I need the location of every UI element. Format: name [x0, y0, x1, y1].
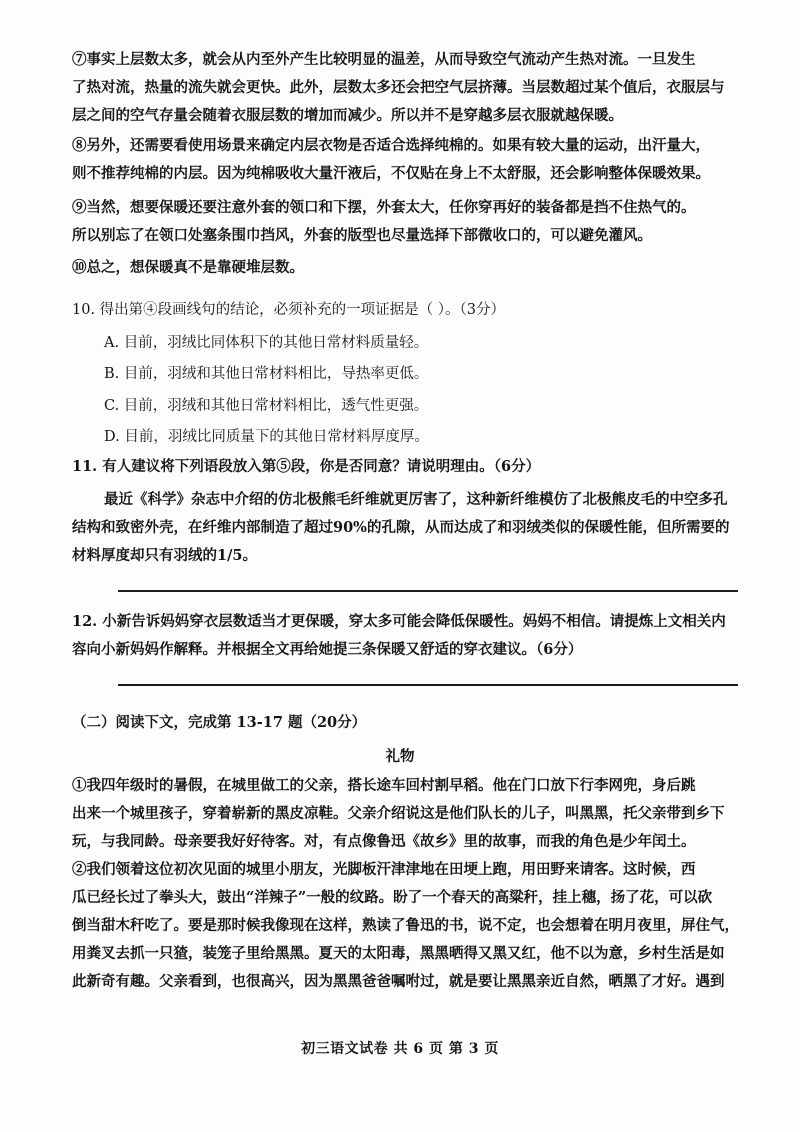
text-line: ⑦事实上层数太多，就会从内至外产生比较明显的温差，从而导致空气流动产生热对流。一旦发生 — [72, 51, 696, 68]
question-10-stem: 10. 得出第④段画线句的结论，必须补充的一项证据是（ ）。（3分） — [72, 302, 506, 318]
text-line: 则不推荐纯棉的内层。因为纯棉吸收大量汗液后，不仅贴在身上不太舒服，还会影响整体保暖效果。 — [72, 165, 710, 182]
text-line: 层之间的空气存量会随着衣服层数的增加而减少。所以并不是穿越多层衣服就越保暖。 — [72, 107, 623, 124]
question-10-option-c: C. 目前，羽绒和其他日常材料相比，透气性更强。 — [104, 398, 429, 414]
question-11-quote — [72, 486, 744, 570]
text-line: 瓜已经长过了拳头大，鼓出“洋辣子”一般的纹路。盼了一个春天的高粱秆，挂上穗，扬了花，可以砍 — [72, 889, 713, 906]
text-line: 容向小新妈妈作解释。并根据全文再给她提三条保暖又舒适的穿衣建议。（6分） — [72, 641, 583, 658]
section-2-paragraph-2 — [72, 856, 742, 996]
question-10-option-b: B. 目前，羽绒和其他日常材料相比，导热率更低。 — [104, 366, 429, 382]
text-line: 倒当甜木秆吃了。要是那时候我像现在这样，熟读了鲁迅的书，说不定，也会想着在明月夜里，屏住气， — [72, 917, 739, 934]
text-line: 出来一个城里孩子，穿着崭新的黑皮凉鞋。父亲介绍说这是他们队长的儿子，叫黑黑，托父亲带到乡下 — [72, 805, 725, 822]
text-line: ⑧另外，还需要看使用场景来确定内层衣物是否适合选择纯棉的。如果有较大量的运动，出汗量大， — [72, 137, 710, 154]
question-10-option-a: A. 目前，羽绒比同体积下的其他日常材料质量轻。 — [104, 335, 429, 351]
paragraph-8 — [72, 132, 742, 188]
text-line: 结构和致密外壳，在纤维内部制造了超过90%的孔隙，从而达成了和羽绒类似的保暖性能，但所需要的 — [72, 519, 730, 536]
answer-line[interactable] — [118, 590, 738, 592]
paragraph-7 — [72, 46, 742, 130]
section-2-paragraph-1 — [72, 772, 742, 856]
text-line: 用粪叉去抓一只猹，装笼子里给黑黑。夏天的太阳毒，黑黑晒得又黑又红，他不以为意，乡村生活是如 — [72, 945, 725, 962]
paragraph-9 — [72, 194, 742, 250]
text-line: ⑩总之，想保暖真不是靠硬堆层数。 — [72, 259, 304, 276]
question-11-stem: 11. 有人建议将下列语段放入第⑤段，你是否同意？请说明理由。（6分） — [72, 458, 541, 475]
text-line: 玩，与我同龄。母亲要我好好待客。对，有点像鲁迅《故乡》里的故事，而我的角色是少年闰土。 — [72, 833, 696, 850]
section-2-heading: （二）阅读下文，完成第 13-17 题（20分） — [72, 714, 367, 731]
text-line: 所以别忘了在领口处塞条围巾挡风，外套的版型也尽量选择下部微收口的，可以避免灌风。 — [72, 227, 652, 244]
text-line: 此新奇有趣。父亲看到，也很高兴，因为黑黑爸爸嘱咐过，就是要让黑黑亲近自然，晒黑了才好。遇到 — [72, 973, 725, 990]
question-12-stem — [72, 608, 726, 664]
text-line: ①我四年级时的暑假，在城里做工的父亲，搭长途车回村割早稻。他在门口放下行李网兜，身后跳 — [72, 777, 696, 794]
question-10-option-d: D. 目前，羽绒比同质量下的其他日常材料厚度厚。 — [104, 429, 429, 445]
text-line: 了热对流，热量的流失就会更快。此外，层数太多还会把空气层挤薄。当层数超过某个值后，衣服层与 — [72, 79, 725, 96]
answer-line[interactable] — [118, 684, 738, 686]
text-line: ⑨当然，想要保暖还要注意外套的领口和下摆，外套太大，任你穿再好的装备都是挡不住热气的。 — [72, 199, 696, 216]
page-footer: 初三语文试卷 共 6 页 第 3 页 — [301, 1041, 499, 1057]
text-line: ②我们领着这位初次见面的城里小朋友，光脚板汗津津地在田埂上跑，用田野来请客。这时候，西 — [72, 861, 696, 878]
text-line: 12. 小新告诉妈妈穿衣层数适当才更保暖，穿太多可能会降低保暖性。妈妈不相信。请提炼上文相关内 — [72, 613, 726, 630]
passage-title: 礼物 — [385, 748, 415, 765]
paragraph-10 — [72, 254, 742, 282]
text-line: 最近《科学》杂志中介绍的仿北极熊毛纤维就更厉害了，这种新纤维模仿了北极熊皮毛的中空多孔 — [104, 491, 728, 508]
text-line: 材料厚度却只有羽绒的1/5。 — [72, 547, 257, 564]
